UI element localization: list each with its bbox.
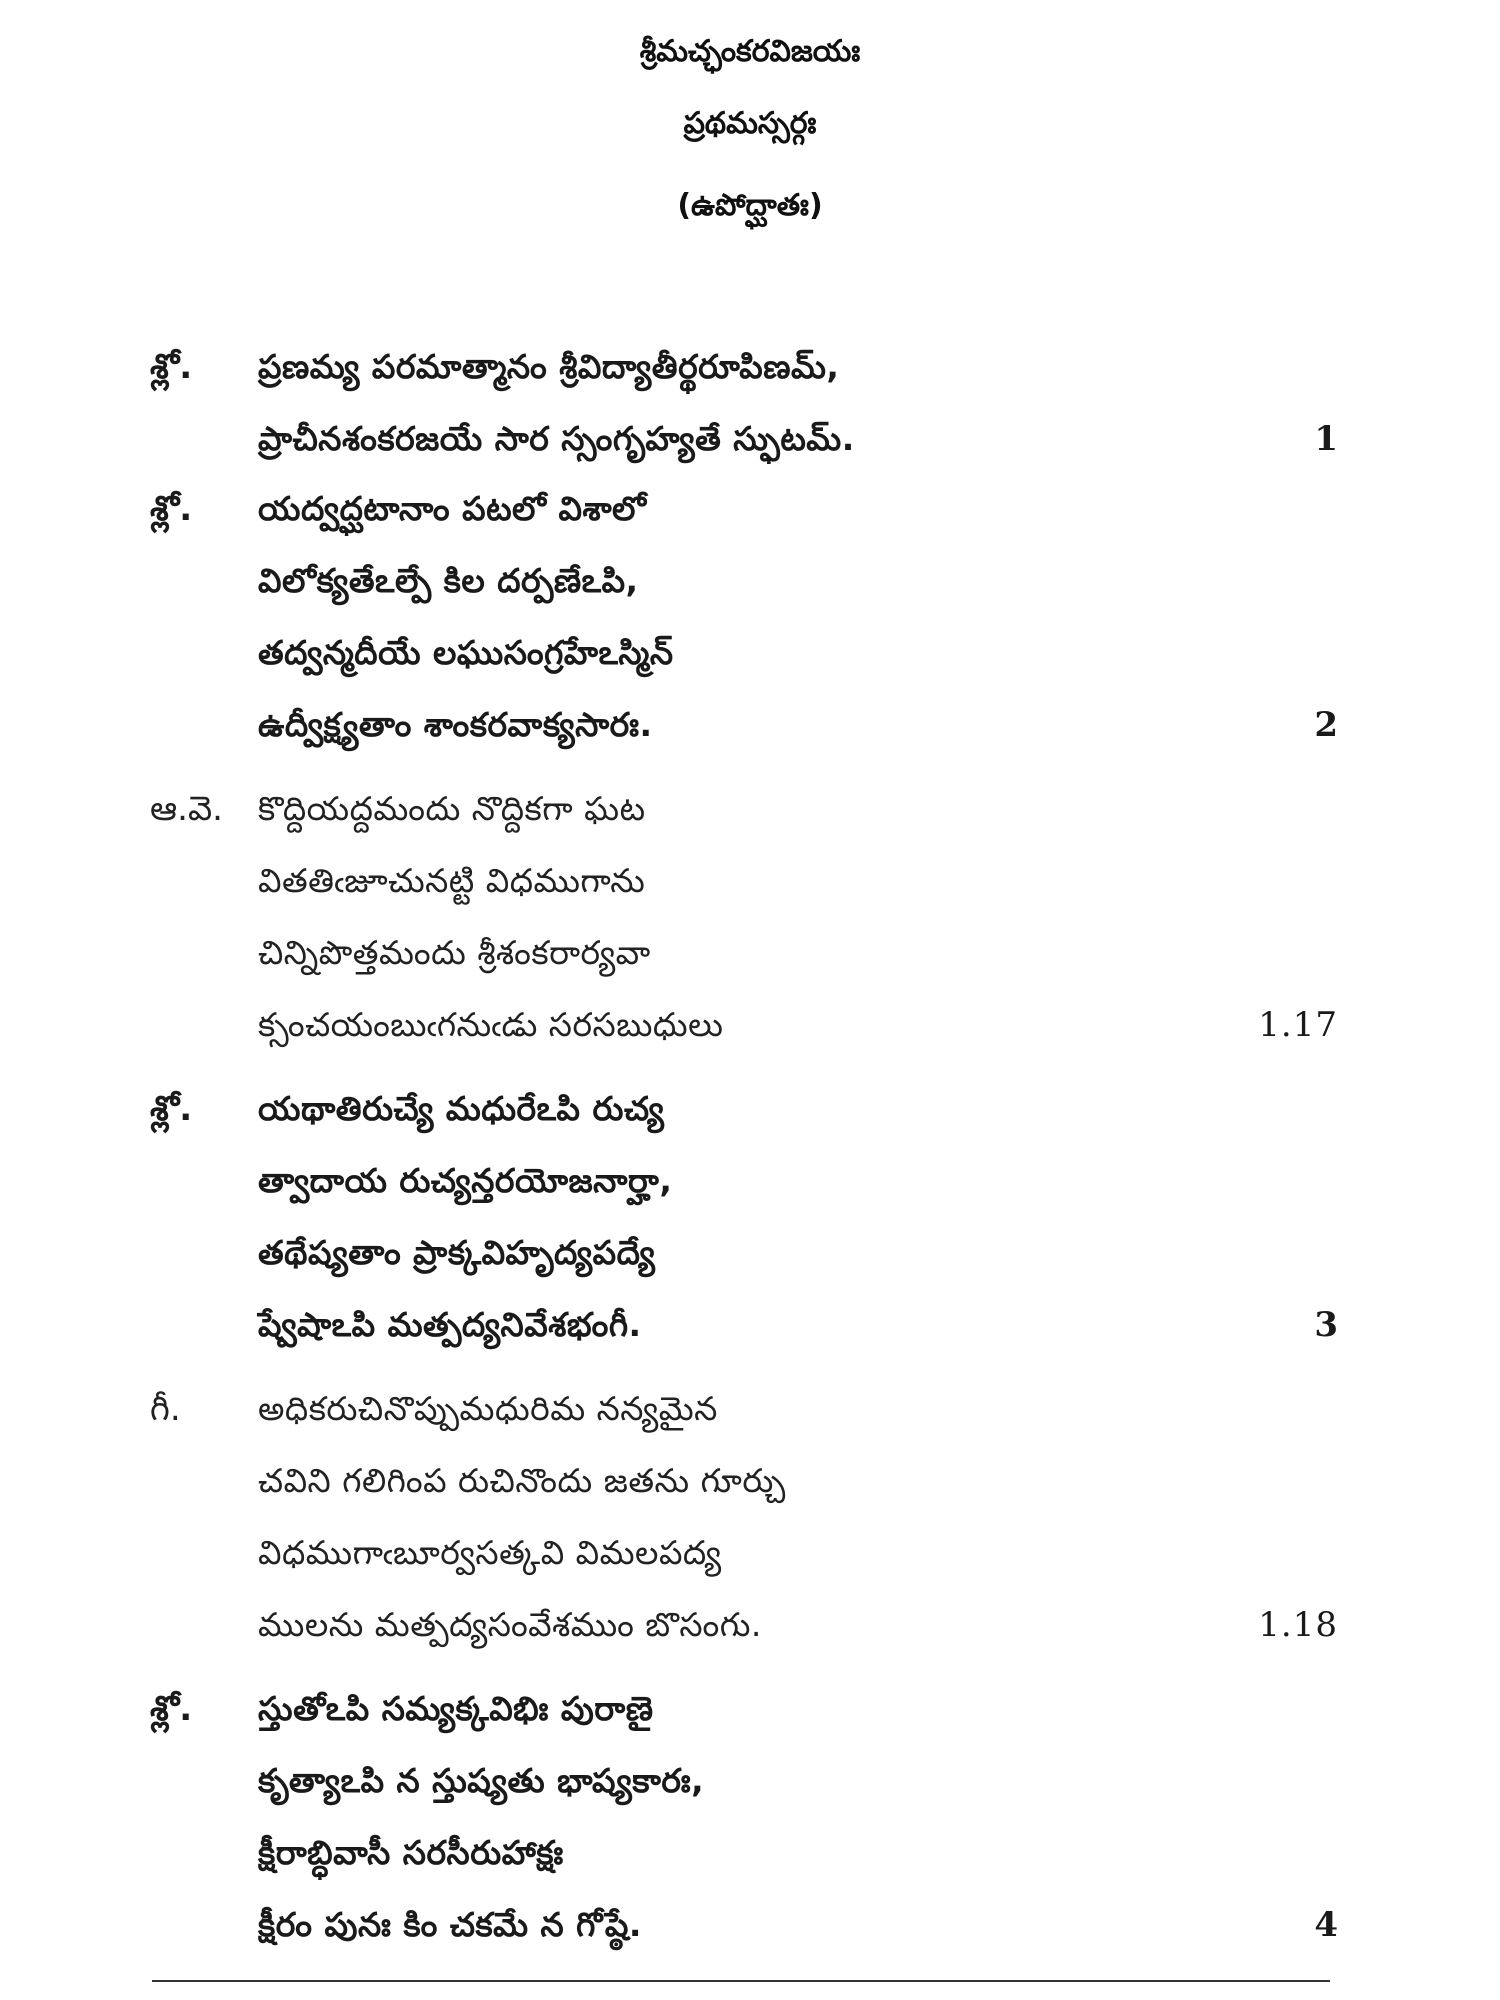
- verse-line-text: త్వాదాయ రుచ్యన్తరయోజనార్హా,: [258, 1161, 673, 1200]
- verse-line: [0, 690, 1500, 760]
- verse-line-text: చవిని గలిగింప రుచినొందు జతను గూర్చు: [258, 1461, 786, 1500]
- verse-line-text: తద్వన్మదీయే లఘుసంగ్రహేఽస్మిన్: [258, 633, 674, 672]
- verse-line: [0, 474, 1500, 544]
- sarga-heading: ప్రథమస్సర్గః: [683, 106, 817, 141]
- verse-line: [0, 1818, 1500, 1888]
- verse-line: [0, 774, 1500, 844]
- verse-line-text: ప్రాచీనశంకరజయే సార స్సంగృహ్యతే స్ఫుటమ్.: [258, 419, 855, 458]
- verse-number: 2: [1314, 705, 1338, 745]
- verse-line-text: క్సంచయంబుఁగనుఁడు సరసబుధులు: [258, 1005, 724, 1044]
- verse-number: 1.17: [1258, 1005, 1338, 1045]
- verse-number: 1: [1314, 419, 1338, 459]
- verse-line-text: వితతిఁజూచునట్టి విధముగాను: [258, 861, 646, 900]
- verse-line-text: కొద్దియద్దమందు నొద్దికగా ఘట: [258, 789, 646, 828]
- footer-divider: [152, 1980, 1330, 1982]
- section-heading: (ఉపోద్ఘాతః): [677, 188, 823, 223]
- verse-line-text: స్తుతోఽపి సమ్యక్కవిభిః పురాణై: [258, 1689, 654, 1728]
- book-title: శ్రీమచ్ఛంకరవిజయః: [639, 34, 861, 69]
- verse-line: [0, 1218, 1500, 1288]
- verse-line-text: కృత్యాఽపి న స్తుష్యతు భాష్యకారః,: [258, 1761, 705, 1800]
- verse-line: [0, 846, 1500, 916]
- verse-line: [0, 1890, 1500, 1960]
- verse-number: 3: [1314, 1305, 1338, 1345]
- verse-line-text: చిన్నిపొత్తమందు శ్రీశంకరార్యవా: [258, 933, 651, 972]
- verse-line-text: విలోక్యతేఽల్పే కిల దర్పణేఽపి,: [258, 561, 639, 600]
- verse-line: [0, 1674, 1500, 1744]
- verse-line: [0, 1518, 1500, 1588]
- verse-prefix: శ్లో.: [150, 1689, 193, 1729]
- verse-line-text: ఉద్వీక్ష్యతాం శాంకరవాక్యసారః.: [258, 705, 653, 744]
- verse-line: [0, 546, 1500, 616]
- verse-line-text: తథేష్యతాం ప్రాక్కవిహృద్యపద్యే: [258, 1233, 656, 1272]
- verse-line: [0, 404, 1500, 474]
- verse-line-text: క్షీరం పునః కిం చకమే న గోష్ఠే.: [258, 1905, 642, 1944]
- verse-line: [0, 1746, 1500, 1816]
- verse-line-text: అధికరుచినొప్పుమధురిమ నన్యమైన: [258, 1389, 718, 1428]
- verse-line-text: క్షీరాబ్ధివాసీ సరసీరుహాక్షః: [258, 1833, 564, 1872]
- verse-line-text: యథాతిరుచ్యే మధురేఽపి రుచ్య: [258, 1089, 665, 1128]
- verse-line-text: ప్రణమ్య పరమాత్మానం శ్రీవిద్యాతీర్థరూపిణమ్,: [258, 347, 840, 386]
- verse-prefix: శ్లో.: [150, 1089, 193, 1129]
- verse-line-text: ష్వేషాఽపి మత్పద్యనివేశభంగీ.: [258, 1305, 642, 1344]
- verse-line: [0, 990, 1500, 1060]
- verse-line: [0, 618, 1500, 688]
- verse-line: [0, 1146, 1500, 1216]
- verse-prefix: ఆ.వె.: [150, 789, 223, 829]
- verse-number: 4: [1314, 1905, 1338, 1945]
- verse-line: [0, 1290, 1500, 1360]
- verse-line: [0, 918, 1500, 988]
- verse-prefix: శ్లో.: [150, 347, 193, 387]
- verse-line-text: విధముగాఁబూర్వసత్కవి విమలపద్య: [258, 1533, 722, 1572]
- verse-prefix: గీ.: [150, 1389, 181, 1429]
- verse-line: [0, 332, 1500, 402]
- verse-line-text: యద్వద్ఘటానాం పటలో విశాలో: [258, 489, 647, 528]
- verse-number: 1.18: [1258, 1605, 1338, 1645]
- verse-line: [0, 1446, 1500, 1516]
- verse-prefix: శ్లో.: [150, 489, 193, 529]
- verse-line: [0, 1590, 1500, 1660]
- verse-line-text: ములను మత్పద్యసంవేశముం బొసంగు.: [258, 1605, 762, 1644]
- verse-line: [0, 1074, 1500, 1144]
- verse-line: [0, 1374, 1500, 1444]
